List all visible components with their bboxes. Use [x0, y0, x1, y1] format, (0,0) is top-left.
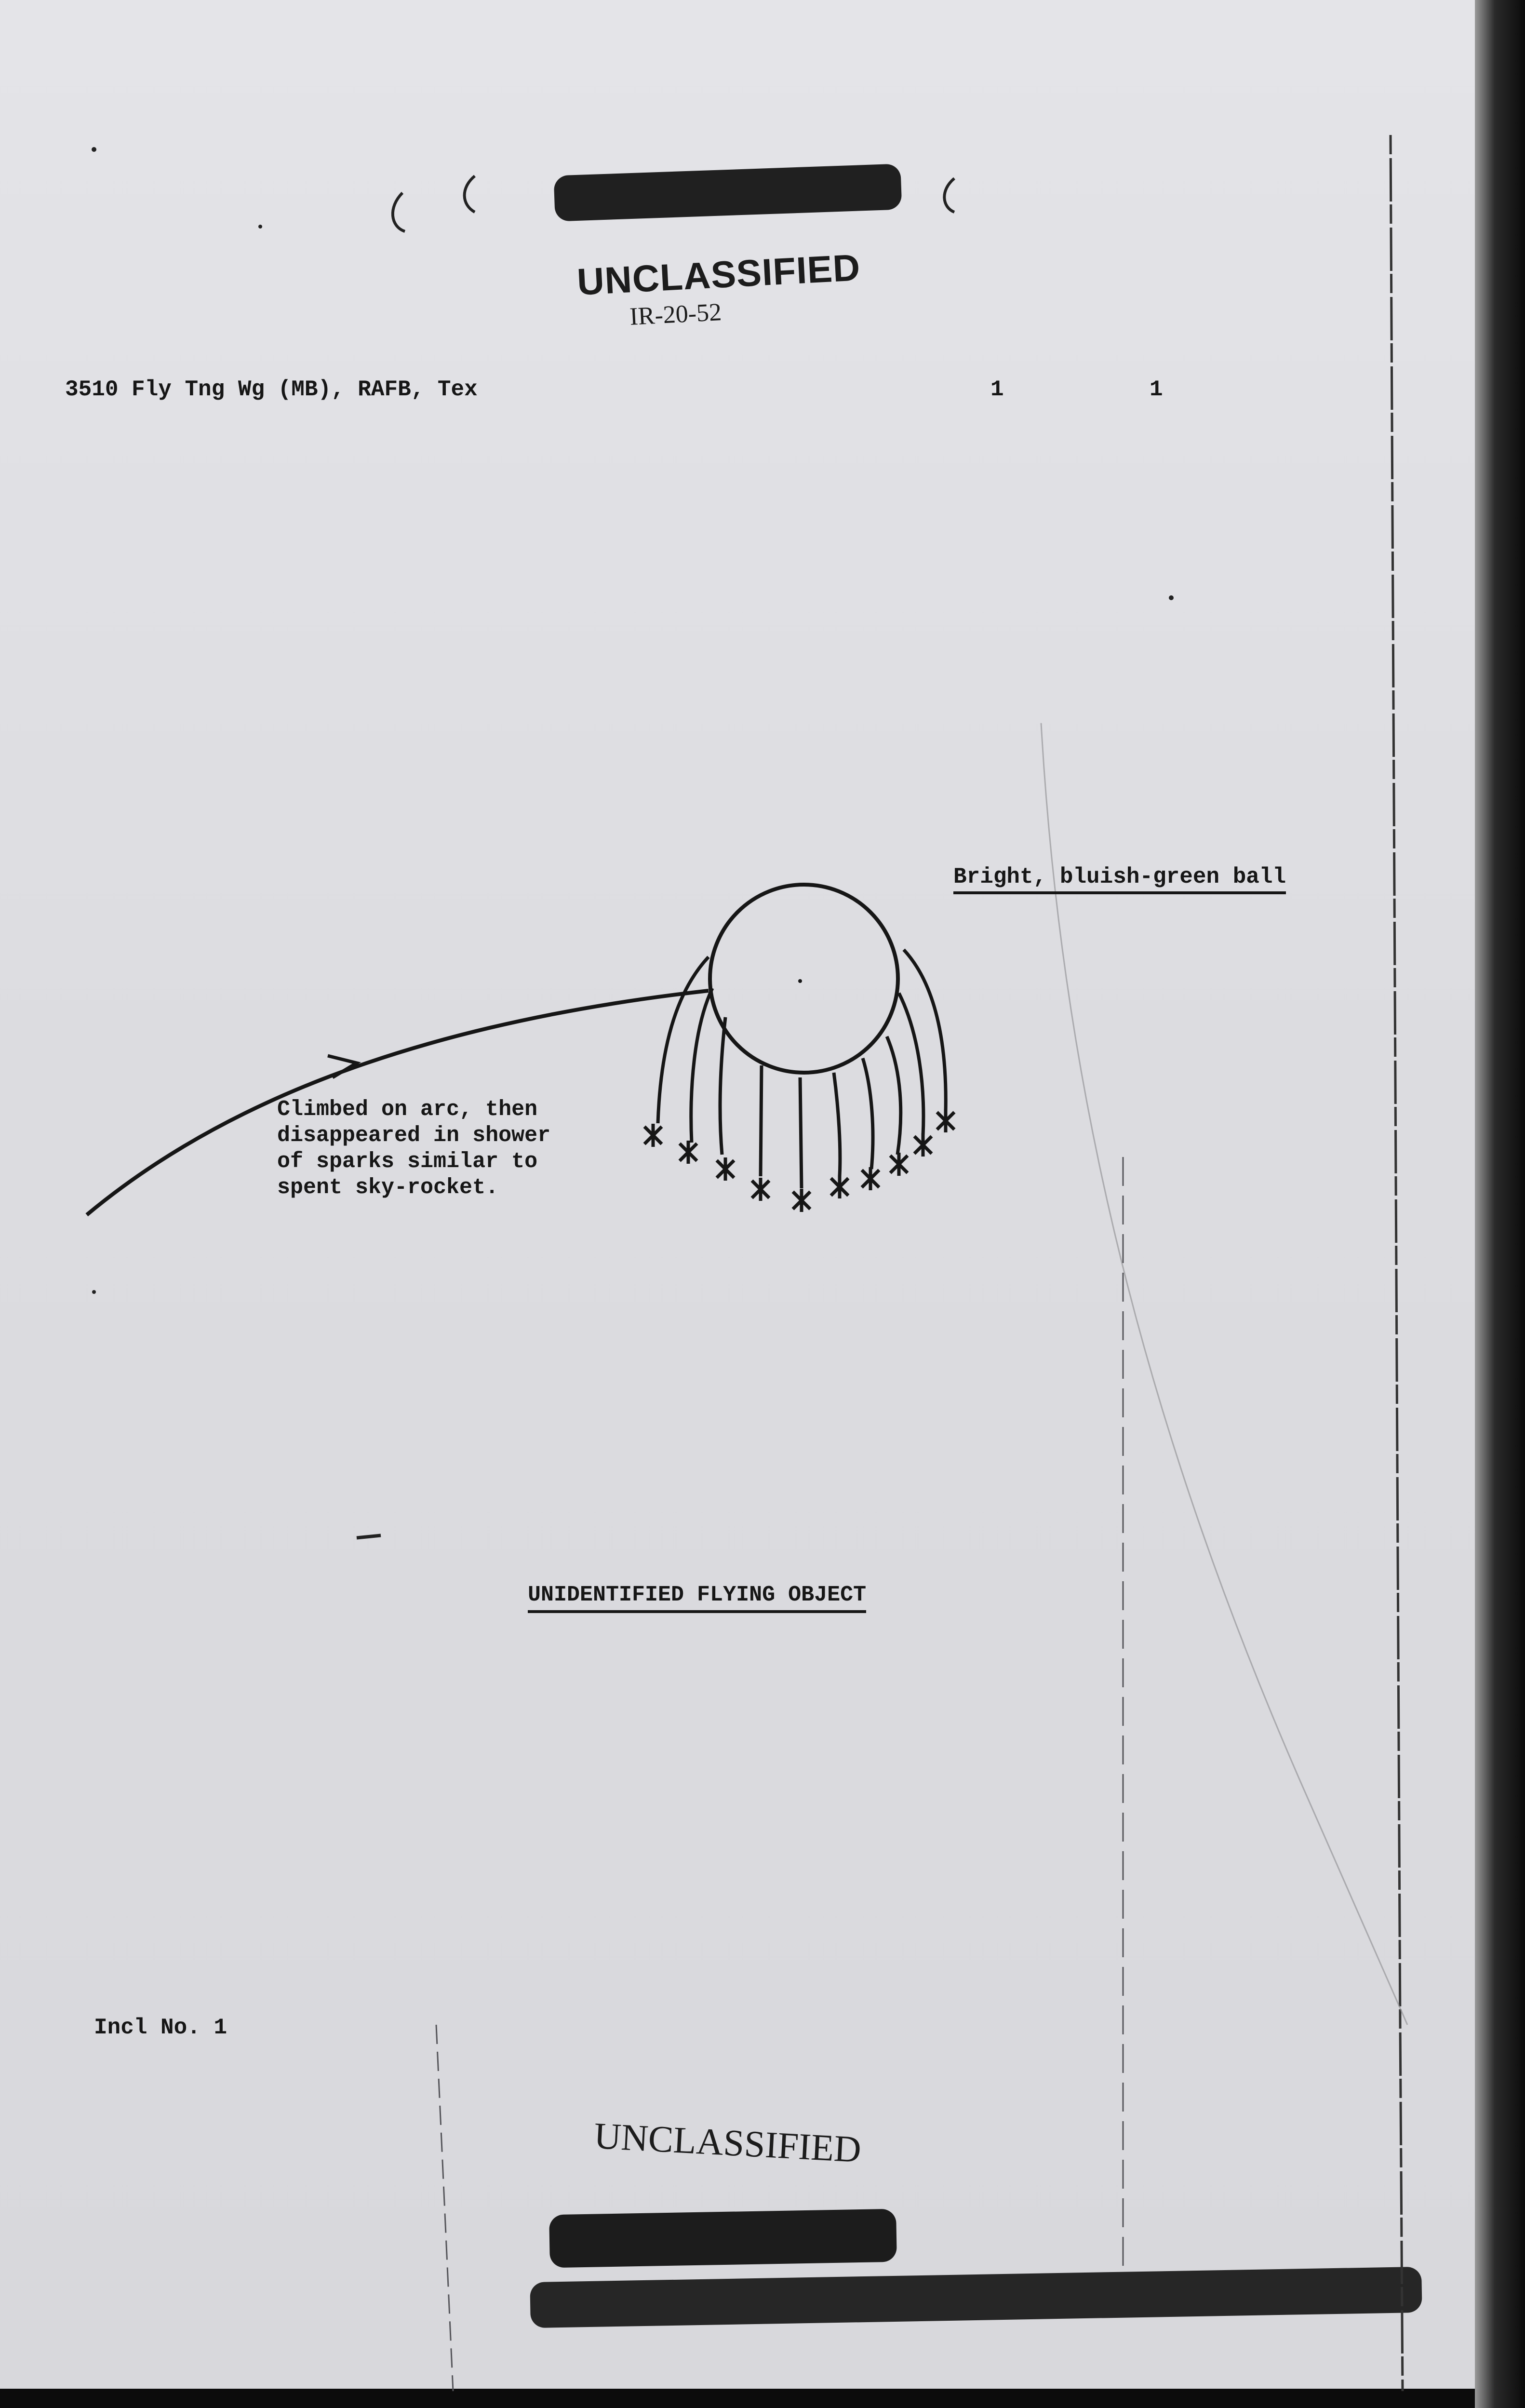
speck: [258, 225, 262, 229]
bracket-mark: [393, 193, 405, 231]
classification-stamp-bottom: UNCLASSIFIED: [593, 2114, 862, 2170]
spark-trail: [720, 1017, 725, 1155]
spark-star: [644, 1124, 662, 1147]
file-number: IR-20-52: [629, 298, 722, 331]
bracket-mark: [465, 176, 475, 212]
spark-trail: [761, 1065, 762, 1176]
speck: [92, 147, 96, 152]
page-number-a: 1: [990, 377, 1004, 402]
inclosure-number: Incl No. 1: [94, 2015, 227, 2040]
spark-star: [937, 1109, 954, 1132]
dash-mark: [357, 1535, 381, 1538]
page-number-b: 1: [1150, 377, 1163, 402]
speck: [1169, 595, 1174, 600]
object-label: Bright, bluish-green ball: [953, 864, 1286, 894]
spark-star: [793, 1189, 810, 1212]
classification-stamp-top: UNCLASSIFIED: [576, 246, 862, 303]
spark-trail: [691, 988, 712, 1143]
sketch-title: UNIDENTIFIED FLYING OBJECT: [528, 1583, 866, 1613]
margin-rule: [1391, 135, 1403, 2391]
spark-star: [914, 1133, 932, 1157]
spark-star: [831, 1175, 848, 1198]
fold-crease: [436, 2025, 453, 2391]
spark-trail: [899, 993, 923, 1135]
spark-star: [752, 1178, 769, 1201]
spark-star: [890, 1153, 908, 1176]
spark-star: [862, 1167, 879, 1190]
ball-center-dot: [798, 979, 802, 983]
spark-star: [717, 1157, 734, 1181]
spark-trail: [904, 950, 946, 1111]
spark-trail: [800, 1077, 802, 1188]
spark-trail: [834, 1073, 840, 1176]
spark-trail: [863, 1058, 873, 1169]
fold-crease: [1041, 723, 1407, 2025]
object-description: Climbed on arc, then disappeared in shower of sparks similar to spent sky-rocket.: [277, 1097, 551, 1200]
spark-trail: [658, 957, 709, 1123]
bright-ball: [710, 885, 898, 1073]
spark-star: [680, 1141, 697, 1164]
speck: [92, 1290, 96, 1294]
bracket-mark: [944, 178, 954, 212]
unit-line: 3510 Fly Tng Wg (MB), RAFB, Tex: [65, 377, 478, 402]
spark-trail: [887, 1036, 901, 1155]
